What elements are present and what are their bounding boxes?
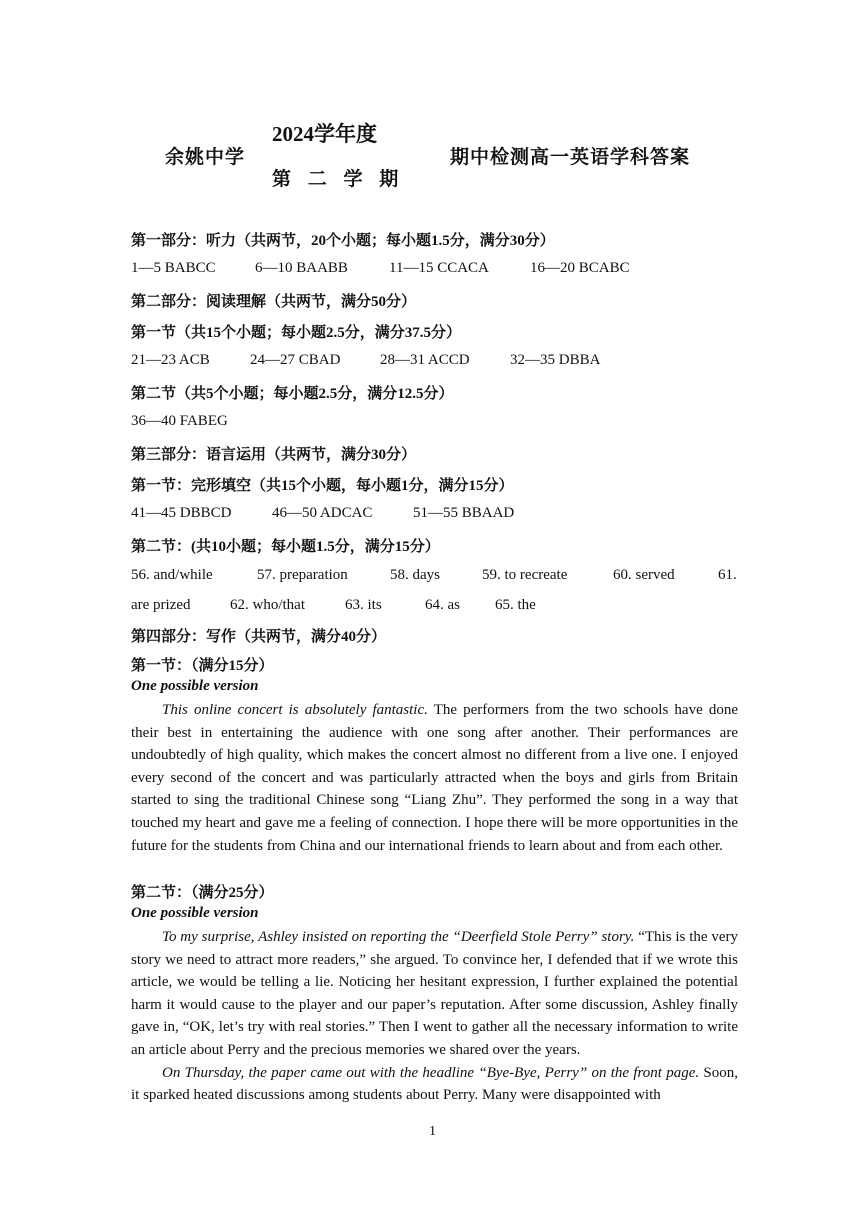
answer-item: 57. preparation bbox=[257, 567, 348, 583]
essay-2 bbox=[131, 926, 738, 1107]
answer-item: 63. its bbox=[345, 597, 382, 613]
answer-group: 16—20 BCABC bbox=[530, 260, 630, 276]
answer-group: 41—45 DBBCD bbox=[131, 505, 232, 521]
essay-2-p1-body: “This is the very story we need to attract more readers,” she argued. To convince her, I defended that if we wrote this article, we would be telling a lie. Noticing her hesitant expression, I further explained the potential harm it would cause to the player and our paper’s reputation. After some discussion, Ashley finally gave in, “OK, let’s try with real stories.” Then I went to gather all the necessary information to write an article about Perry and the precious memories we shared over the years. bbox=[131, 929, 738, 1058]
answer-item: 60. served bbox=[613, 567, 675, 583]
answer-item: 62. who/that bbox=[230, 597, 305, 613]
version-label-2: One possible version bbox=[131, 905, 259, 921]
part2-section2-heading: 第二节（共5个小题；每小题2.5分，满分12.5分） bbox=[131, 386, 454, 402]
answer-group: 6—10 BAABB bbox=[255, 260, 348, 276]
part3-section2-heading: 第二节：(共10小题；每小题1.5分，满分15分） bbox=[131, 539, 440, 555]
essay-1-paragraph bbox=[131, 699, 738, 857]
title-term: 第 二 学 期 bbox=[272, 169, 405, 190]
essay-2-p1-italic: To my surprise, Ashley insisted on reporting the “Deerfield Stole Perry” story. bbox=[162, 929, 635, 945]
part2-section2-answers: 36—40 FABEG bbox=[131, 413, 228, 429]
title-school: 余姚中学 bbox=[165, 147, 246, 168]
title-exam: 期中检测高一英语学科答案 bbox=[450, 147, 691, 168]
essay-2-p2-body: Soon, it sparked heated discussions among students about Perry. Many were disappointed with bbox=[131, 1064, 738, 1104]
part2-heading: 第二部分：阅读理解（共两节，满分50分） bbox=[131, 294, 417, 310]
part3-section1-heading: 第一节：完形填空（共15个小题，每小题1分，满分15分） bbox=[131, 478, 514, 494]
part4-heading: 第四部分：写作（共两节，满分40分） bbox=[131, 629, 387, 645]
page-number: 1 bbox=[429, 1124, 436, 1139]
answer-item: 64. as bbox=[425, 597, 460, 613]
answer-group: 28—31 ACCD bbox=[380, 352, 470, 368]
essay-2-paragraph-1 bbox=[131, 926, 738, 1062]
answer-group: 32—35 DBBA bbox=[510, 352, 601, 368]
answer-item: 65. the bbox=[495, 597, 536, 613]
essay-1-body: The performers from the two schools have done their best in entertaining the audience with one song after another. Their performances are undoubtedly of high quality, which makes the concert almost no different from a live one. I enjoyed every second of the concert and was particularly attracted when the boys and girls from Britain started to sing the traditional Chinese song “Liang Zhu”. They performed the song in a way that touched my heart and gave me a feeling of connection. I hope there will be more opportunities in the future for the students from China and our international friends to learn about and from each other. bbox=[131, 702, 738, 854]
part4-section2-heading: 第二节：（满分25分） bbox=[131, 885, 274, 901]
answer-item: 58. days bbox=[390, 567, 440, 583]
title-year: 2024学年度 bbox=[272, 122, 377, 146]
essay-1-italic: This online concert is absolutely fantastic. bbox=[162, 702, 428, 718]
essay-1 bbox=[131, 699, 738, 857]
answer-group: 11—15 CCACA bbox=[389, 260, 489, 276]
part4-section1-heading: 第一节：（满分15分） bbox=[131, 658, 274, 674]
version-label: One possible version bbox=[131, 678, 259, 694]
answer-item: 56. and/while bbox=[131, 567, 213, 583]
part3-heading: 第三部分：语言运用（共两节，满分30分） bbox=[131, 447, 417, 463]
part1-heading: 第一部分：听力（共两节，20个小题；每小题1.5分，满分30分） bbox=[131, 233, 555, 249]
answer-item: are prized bbox=[131, 597, 191, 613]
answer-group: 51—55 BBAAD bbox=[413, 505, 515, 521]
answer-group: 24—27 CBAD bbox=[250, 352, 341, 368]
part2-section1-heading: 第一节（共15个小题；每小题2.5分，满分37.5分） bbox=[131, 325, 462, 341]
answer-group: 46—50 ADCAC bbox=[272, 505, 373, 521]
essay-2-paragraph-2 bbox=[131, 1062, 738, 1107]
answer-group: 21—23 ACB bbox=[131, 352, 210, 368]
answer-item: 61. bbox=[718, 567, 737, 583]
essay-2-p2-italic: On Thursday, the paper came out with the headline “Bye-Bye, Perry” on the front page. bbox=[162, 1064, 700, 1081]
answer-item: 59. to recreate bbox=[482, 567, 568, 583]
answer-group: 1—5 BABCC bbox=[131, 260, 216, 276]
